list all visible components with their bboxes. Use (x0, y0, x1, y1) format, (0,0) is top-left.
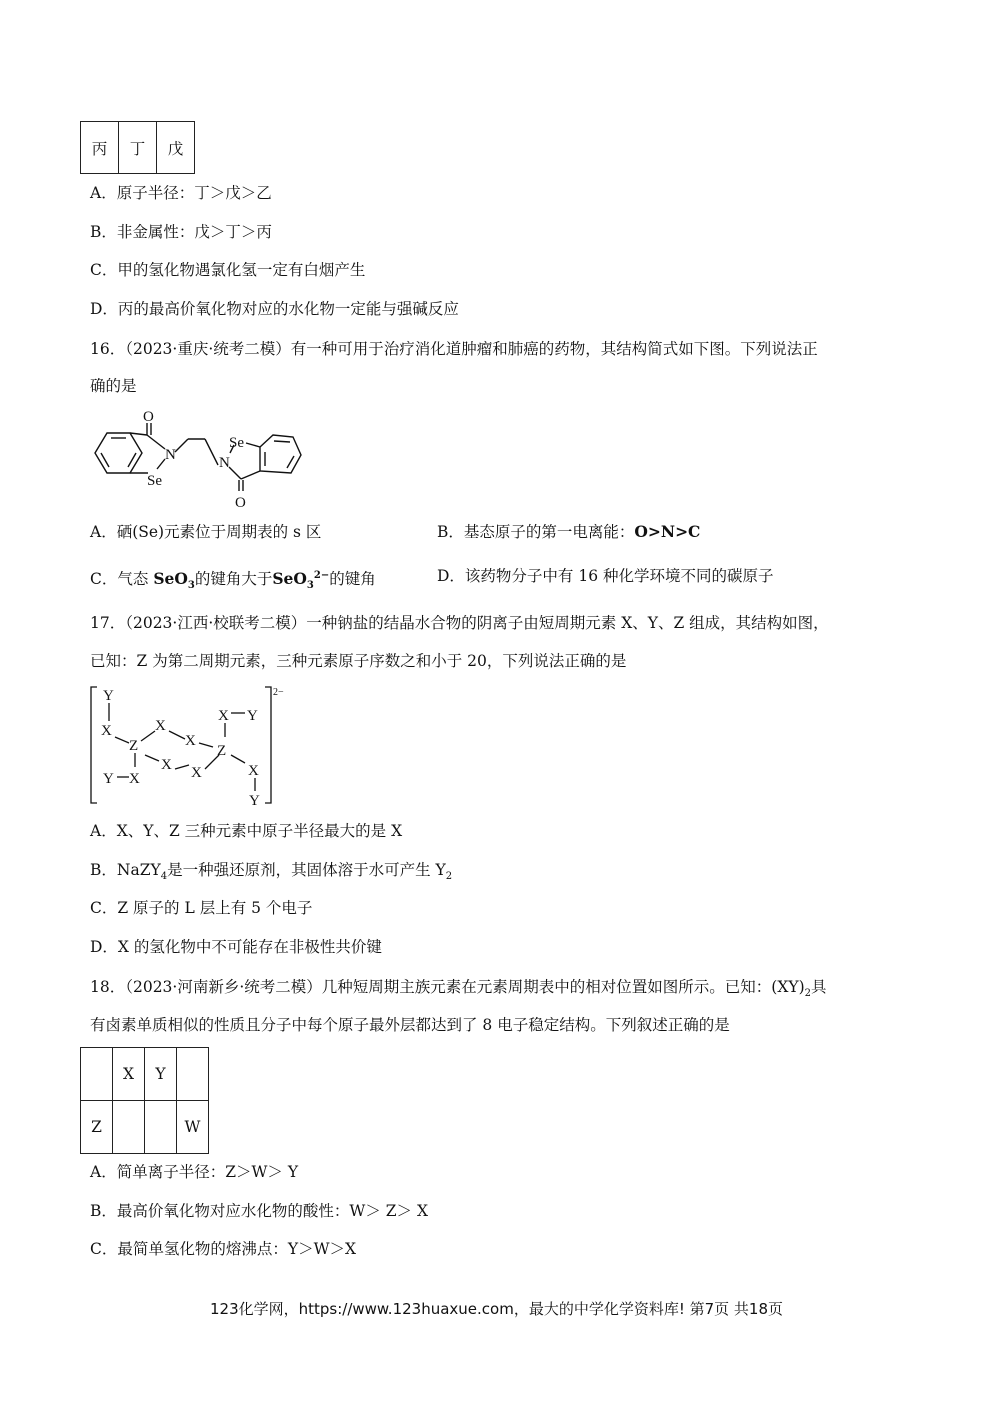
table-cell: 戊 (157, 122, 195, 174)
q16-option-c-prefix: C．气态 (90, 570, 149, 589)
atom-label: N (165, 447, 176, 463)
q18-option-a: A．简单离子半径：Z＞W＞ Y (90, 1163, 299, 1181)
atom-y: Y (103, 688, 114, 704)
atom-x: X (129, 771, 140, 787)
q16-structure-diagram (85, 405, 315, 515)
q16-option-a: A．硒(Se)元素位于周期表的 s 区 (90, 523, 322, 541)
q18-stem-line2: 有卤素单质相似的性质且分子中每个原子最外层都达到了 8 电子稳定结构。下列叙述正确的是 (90, 1016, 730, 1034)
q17-option-d: D．X 的氢化物中不可能存在非极性共价键 (90, 938, 382, 956)
atom-label: Se (229, 435, 244, 451)
q17-option-b (90, 859, 452, 888)
q15-option-d: D．丙的最高价氧化物对应的水化物一定能与强碱反应 (90, 300, 459, 318)
q17-option-a: A．X、Y、Z 三种元素中原子半径最大的是 X (90, 822, 403, 840)
q16-stem-line2: 确的是 (90, 377, 137, 395)
anion-charge: 2− (273, 687, 284, 698)
element-table-top (80, 121, 195, 174)
q16-option-c (90, 565, 376, 597)
table-cell: Z (81, 1101, 113, 1154)
table-cell (113, 1101, 145, 1154)
atom-z: Z (129, 738, 139, 754)
q15-option-a: A．原子半径：丁＞戊＞乙 (90, 184, 272, 202)
atom-y: Y (247, 708, 258, 724)
q17-anion-structure (85, 683, 300, 808)
subscript: 4 (160, 871, 168, 883)
subscript: 2 (445, 871, 453, 883)
atom-x: X (191, 765, 202, 781)
table-cell (81, 1048, 113, 1101)
q16-option-c-mid: 的键角大于 (194, 570, 273, 589)
q16-option-c-suffix: 的键角 (329, 570, 376, 589)
table-cell: Y (145, 1048, 177, 1101)
q16-option-b-formula: O>N>C (634, 522, 701, 541)
table-cell: W (177, 1101, 209, 1154)
q18-option-b: B．最高价氧化物对应水化物的酸性：W＞ Z＞ X (90, 1202, 428, 1220)
subscript: 2 (804, 988, 812, 1000)
periodic-position-table (80, 1047, 209, 1154)
table-cell: 丁 (119, 122, 157, 174)
table-cell: 丙 (81, 122, 119, 174)
atom-x: X (185, 733, 196, 749)
formula-seo3-2minus: SeO$_3^{2-}$ (272, 569, 330, 592)
q17-option-c: C．Z 原子的 L 层上有 5 个电子 (90, 899, 313, 917)
atom-label: O (143, 409, 154, 425)
table-cell: X (113, 1048, 145, 1101)
table-cell (145, 1101, 177, 1154)
page-footer: 123化学网，https://www.123huaxue.com，最大的中学化学资料库! 第7页 共18页 (209, 1300, 784, 1318)
atom-label: O (235, 495, 246, 511)
q17-stem-line2: 已知：Z 为第二周期元素，三种元素原子序数之和小于 20，下列说法正确的是 (90, 652, 627, 670)
atom-x: X (101, 723, 112, 739)
q15-option-c: C．甲的氢化物遇氯化氢一定有白烟产生 (90, 261, 366, 279)
q18-stem-suffix: 具 (811, 978, 827, 996)
q16-stem-line1: 16．（2023·重庆·统考二模）有一种可用于治疗消化道肿瘤和肺癌的药物，其结构简式如下图。下列说法正 (90, 340, 818, 358)
q18-option-c: C．最简单氢化物的熔沸点：Y＞W＞X (90, 1240, 357, 1258)
atom-label: N (219, 455, 230, 471)
atom-x: X (218, 708, 229, 724)
atom-label: Se (147, 473, 162, 489)
formula-seo3: SeO$_3$ (153, 569, 195, 592)
q16-option-b-label: B．基态原子的第一电离能： (437, 523, 635, 541)
atom-x: X (161, 757, 172, 773)
atom-y: Y (103, 771, 114, 787)
q15-option-b: B．非金属性：戊＞丁＞丙 (90, 223, 272, 241)
q18-stem-line1 (90, 976, 827, 1005)
q18-stem-prefix: 18．（2023·河南新乡·统考二模）几种短周期主族元素在元素周期表中的相对位置如图所示。已知：(XY) (90, 978, 805, 996)
atom-z: Z (217, 743, 227, 759)
q16-option-b (437, 521, 700, 543)
q17-option-b-prefix: B．NaZY (90, 861, 161, 879)
atom-x: X (155, 718, 166, 734)
q17-option-b-suffix: 是一种强还原剂，其固体溶于水可产生 Y (167, 861, 446, 879)
atom-y: Y (249, 793, 260, 808)
atom-x: X (248, 763, 259, 779)
q16-option-d: D．该药物分子中有 16 种化学环境不同的碳原子 (437, 567, 774, 585)
table-cell (177, 1048, 209, 1101)
q17-stem-line1: 17．（2023·江西·校联考二模）一种钠盐的结晶水合物的阴离子由短周期元素 X、Y、Z 组成，其结构如图， (90, 614, 829, 632)
